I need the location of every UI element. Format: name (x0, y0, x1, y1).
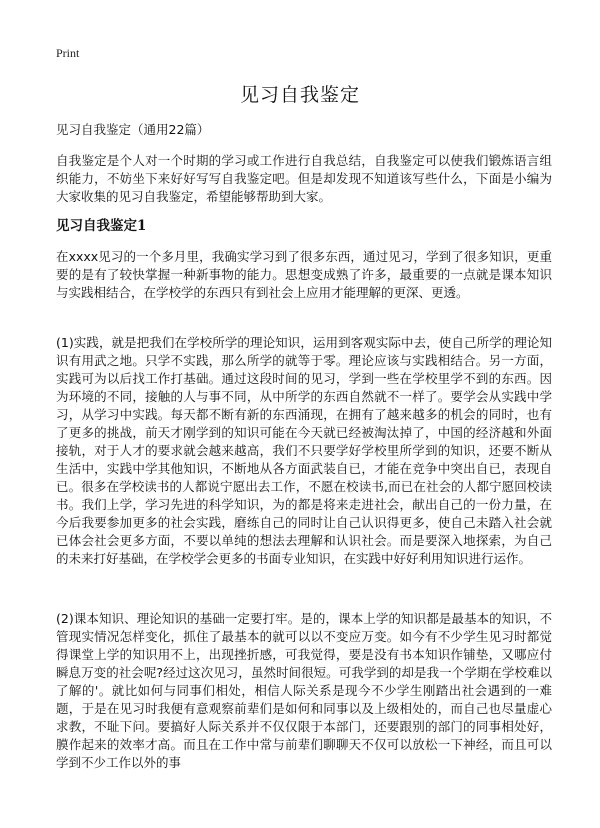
document-title: 见习自我鉴定 (239, 84, 360, 106)
document-subtitle: 见习自我鉴定（通用22篇） (56, 122, 210, 137)
intro-paragraph: 自我鉴定是个人对一个时期的学习或工作进行自我总结，自我鉴定可以使我们锻炼语言组织能力，不妨坐下来好好写写自我鉴定吧。但是却发现不知道该写些什么，下面是小编为大家收集的见习自我鉴定，希望能够帮助到大家。 (56, 153, 552, 204)
body-paragraph-2: (1)实践，就是把我们在学校所学的理论知识，运用到客观实际中去，使自己所学的理论知识有用武之地。只学不实践，那么所学的就等于零。理论应该与实践相结合。另一方面，实践可为以后找工作打基础。通过这段时间的见习，学到一些在学校里学不到的东西。因为环境的不同，接触的人与事不同，从中所学的东西自然就不一样了。要学会从实践中学习，从学习中实践。每天都不断有新的东西涌现，在拥有了越来越多的机会的同时，也有了更多的挑战，前天才刚学到的知识可能在今天就已经被淘汰掉了，中国的经济越和外面接轨，对于人才的要求就会越来越高，我们不只要学好学校里所学到的知识，还要不断从生活中，实践中学其他知识，不断地从各方面武装自已，才能在竞争中突出自已，表现自已。很多在学校读书的人都说宁愿出去工作，不愿在校读书,而已在社会的人都宁愿回校读书。我们上学，学习先进的科学知识，为的都是将来走进社会，献出自己的一份力量，在今后我要参加更多的社会实践，磨练自己的同时让自己认识得更多，使自己未踏入社会就已体会社会更多方面，不要以单纯的想法去理解和认识社会。而是要深入地探索，为自己的未来打好基础，在学校学会更多的书面专业知识，在实践中好好利用知识进行运作。 (56, 335, 552, 566)
section-heading: 见习自我鉴定1 (56, 218, 147, 234)
body-paragraph-3: (2)课本知识、理论知识的基础一定要打牢。是的，课本上学的知识都是最基本的知识，不管现实情况怎样变化，抓住了最基本的就可以以不变应万变。如今有不少学生见习时都觉得课堂上学的知识用不上，出现挫折感，可我觉得，要是没有书本知识作铺垫，又哪应付瞬息万变的社会呢?经过这次见习，虽然时间很短。可我学到的却是我一个学期在学校难以了解的'。就比如何与同事们相处，相信人际关系是现今不少学生刚踏出社会遇到的一难题，于是在见习时我便有意观察前辈们是如何和同事以及上级相处的，而自己也尽量虚心求教，不耻下问。要搞好人际关系并不仅仅限于本部门，还要跟别的部门的同事相处好，膜作起来的效率才高。而且在工作中常与前辈们聊聊天不仅可以放松一下神经，而且可以学到不少工作以外的事 (56, 611, 552, 770)
body-paragraph-1: 在xxxx见习的一个多月里，我确实学习到了很多东西，通过见习，学到了很多知识，更重要的是有了较快掌握一种新事物的能力。思想变成熟了许多，最重要的一点就是课本知识与实践相结合，在学校学的东西只有到社会上应用才能理解的更深、更透。 (56, 249, 552, 300)
print-label[interactable]: Print (56, 46, 80, 60)
